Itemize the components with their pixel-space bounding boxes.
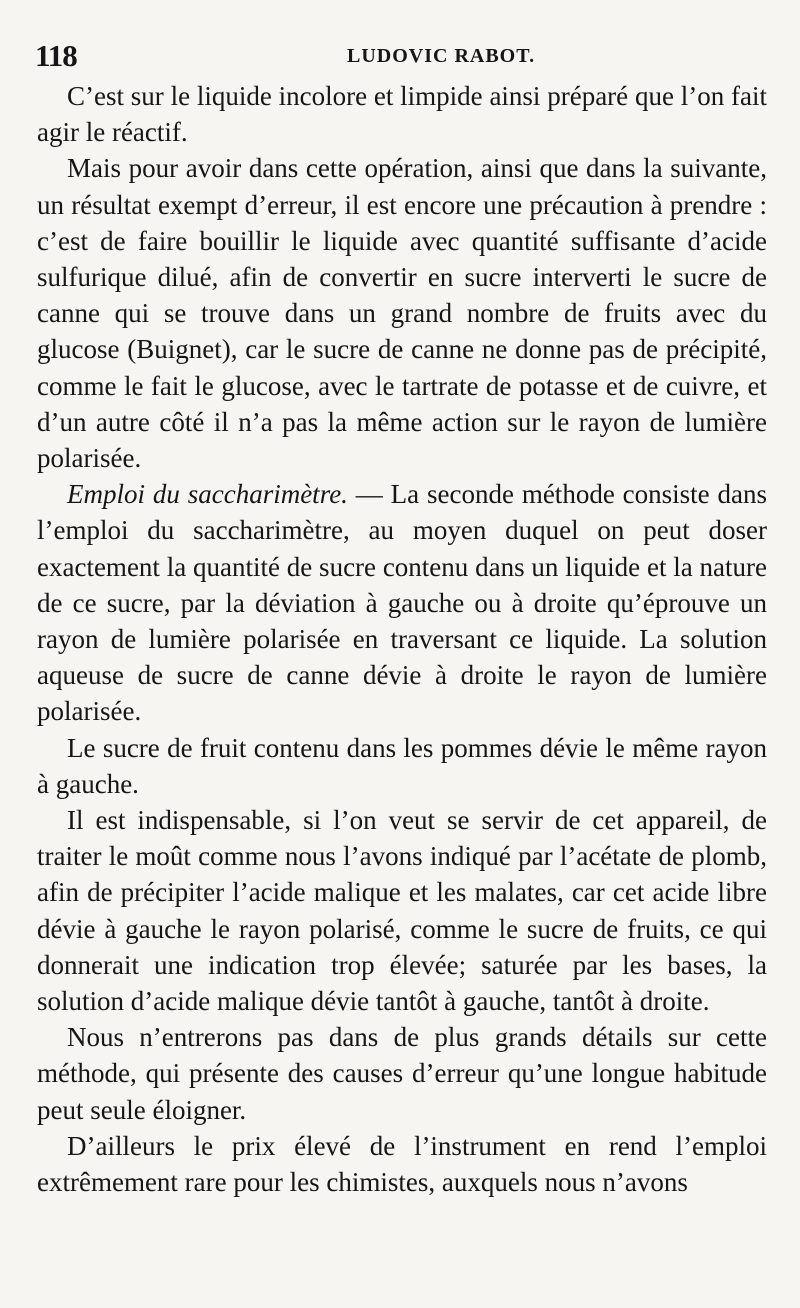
paragraph-3 (37, 476, 767, 729)
paragraph-5: Il est indispensable, si l’on veut se servir de cet appareil, de traiter le moût comme nous l’avons indiqué par l’acétate de plomb, afin de précipiter l’acide malique et les malates, car cet acide libre dévie à gauche le rayon polarisé, comme le sucre de fruits, ce qui donnerait une indication trop élevée; saturée par les bases, la solution d’acide malique dévie tantôt à gauche, tantôt à droite. (37, 805, 767, 1017)
paragraph-2: Mais pour avoir dans cette opération, ainsi que dans la suivante, un résultat exempt d’erreur, il est encore une précaution à prendre : c’est de faire bouillir le liquide avec quantité suffisante d’acide sulfurique dilué, afin de convertir en sucre interverti le sucre de canne qui se trouve dans un grand nombre de fruits avec du glucose (Buignet), car le sucre de canne ne donne pas de précipité, comme le fait le glucose, avec le tartrate de potasse et de cuivre, et d’un autre côté il n’a pas la même action sur le rayon de lumière polarisée. (37, 153, 767, 474)
body-text (37, 78, 767, 1200)
page-number: 118 (35, 38, 77, 73)
paragraph-3-text: — La seconde méthode consiste dans l’emploi du saccharimètre, au moyen duquel on peut doser exactement la quantité de sucre contenu dans un liquide et la nature de ce sucre, par la déviation à gauche ou à droite qu’éprouve un rayon de lumière polarisée en traversant ce liquide. La solution aqueuse de sucre de canne dévie à droite le rayon de lumière polarisée. (37, 479, 767, 727)
running-head: LUDOVIC RABOT. (347, 45, 536, 67)
page-header (35, 38, 765, 78)
paragraph-6: Nous n’entrerons pas dans de plus grands détails sur cette méthode, qui présente des causes d’erreur qu’une longue habitude peut seule éloigner. (37, 1022, 767, 1125)
paragraph-7: D’ailleurs le prix élevé de l’instrument en rend l’emploi extrêmement rare pour les chimistes, auxquels nous n’avons (37, 1130, 767, 1198)
section-lead: Emploi du saccharimètre. (67, 479, 348, 510)
paragraph-4: Le sucre de fruit contenu dans les pommes dévie le même rayon à gauche. (37, 732, 767, 799)
paragraph-1: C’est sur le liquide incolore et limpide ainsi préparé que l’on fait agir le réactif. (37, 81, 767, 148)
